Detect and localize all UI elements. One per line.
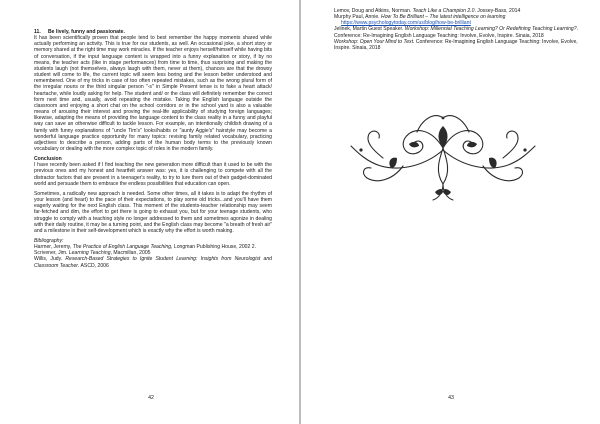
- reference-entry: Workshop: Open Your Mind to Text. Conference: Re-Imagining English Language Teaching: Involve, Evolve, Inspire. Sinaia, 2018: [334, 38, 578, 51]
- reference-entry: Murphy Paul, Annie. How To Be Brilliant – The latest intelligence on learning: [334, 14, 506, 21]
- left-text-column: [34, 29, 272, 269]
- bibliography-heading: Bibliography:: [34, 238, 64, 244]
- conclusion-heading: Conclusion: [34, 156, 62, 163]
- conclusion-paragraph-1: I have recently been asked if I find teaching the new generation more difficult than it used to be with the previous ones and my honest and heartfelt answer was: yes, it is challenging to compete with all the distractor factors that are present in a teenager's reality, to try to lure them out of their gadget-dominated world and persuade them to embrace the endless possibilities that education can open.: [34, 162, 272, 187]
- page-number-right: 43: [448, 395, 454, 401]
- section-body: It has been scientifically proven that people tend to best remember the happy moments shared while actually performing an activity. This is true for our students, as well. An occasional joke, a short story or memory shared at the right time may work miracles. If the teacher enjoys herself/himself while having bits of conversation, if the input language content is wrapped into a funny explanation or story, if by no means, the teacher acts (like in stage performances) from time to time, thus surprising and making the students laugh (not themselves, always laugh with them, never at them), chances are that the drowsy student will come to life, the current topic will seem less boring and the lesson better understood and remembered. One of my tricks in case of too often repeated mistakes, such as the wrong plural form of the irregular nouns or the third singular person "-s" in Simple Present tense is to fake a heart attack/ heartache, while loudly asking for help. The student and/ or the class will definitely remember the correct form next time and, usually, avoid repeating the mistake. Taking the English language outside the classroom and enjoying a short chat on the school corridors or in the school yard is also a valuable means of arousing their interest and proving the real-life applicability of studying foreign languages; likewise, adapting the means of providing the language content to the class reality in a funny and playful way can save an otherwise difficult to tackle lesson. For example, an intentionally childish drawing of a family with funny explanations of "uncle Tim's" looks/habits or "aunty Aggie's" hairstyle may become a wonderful language practice opportunity for many topics: revising family related vocabulary, practicing adjectives to describe a person, adding parts of the human body terms to the previously known vocabulary or dealing with the more complex topic of roles in the modern family.: [34, 35, 272, 152]
- bibliography-entry: Scrivener, Jim. Learning Teaching, Macmillan, 2005: [34, 250, 151, 257]
- reference-link[interactable]: https://www.psychologytoday.com/us/blog/how-be-brilliant: [341, 20, 471, 27]
- page-right: [301, 0, 600, 424]
- conclusion-paragraph-2: Sometimes, a radically new approach is needed. Some other times, all it takes is to adapt the rhythm of your lesson (and heart) to the pace of their expectations, to play some old tricks...and you'll have them eagerly waiting for the next English class. This moment of the students-teacher relationship may seem far-fetched and dim, the effort to get there is going to exhaust you, but for your teenage students, who struggle to comply with a teaching style no longer addressed to them and sometimes agonize in dealing with their daily routine, it may be a turning point, and the English class may become "a breath of fresh air" and a milestone in their self-development which is exactly why the effort is worth making.: [34, 190, 272, 234]
- page-number-left: 42: [148, 395, 154, 401]
- references-column: [334, 8, 579, 51]
- page-left: [0, 0, 299, 424]
- section-title: Be lively, funny and passionate.: [48, 29, 125, 35]
- decorative-flourish-icon: [343, 88, 543, 208]
- reference-entry: Lemov, Doug and Atkins, Norman. Teach Like a Champion 2.0. Jossey-Bass, 2014: [334, 8, 521, 14]
- bibliography-entry: Willis, Judy. Research-Based Strategies to Ignite Student Learning: Insights from Neurologist and Classroom Teacher. ASCD, 2006: [34, 256, 272, 269]
- reference-entry: Jelinek, Martin Guest Speaker. Workshop: Millennial Teaching Learning? Or Redefining Teaching Learning?. Conference: Re-Imagining English Language Teaching: Involve, Evolve, Inspire. Sinaia, 2018: [334, 26, 578, 39]
- bibliography-entry: Harmer, Jeremy, The Practice of English Language Teaching, Longman Publishing House, 2002 2.: [34, 244, 257, 251]
- section-number: 11.: [34, 29, 41, 35]
